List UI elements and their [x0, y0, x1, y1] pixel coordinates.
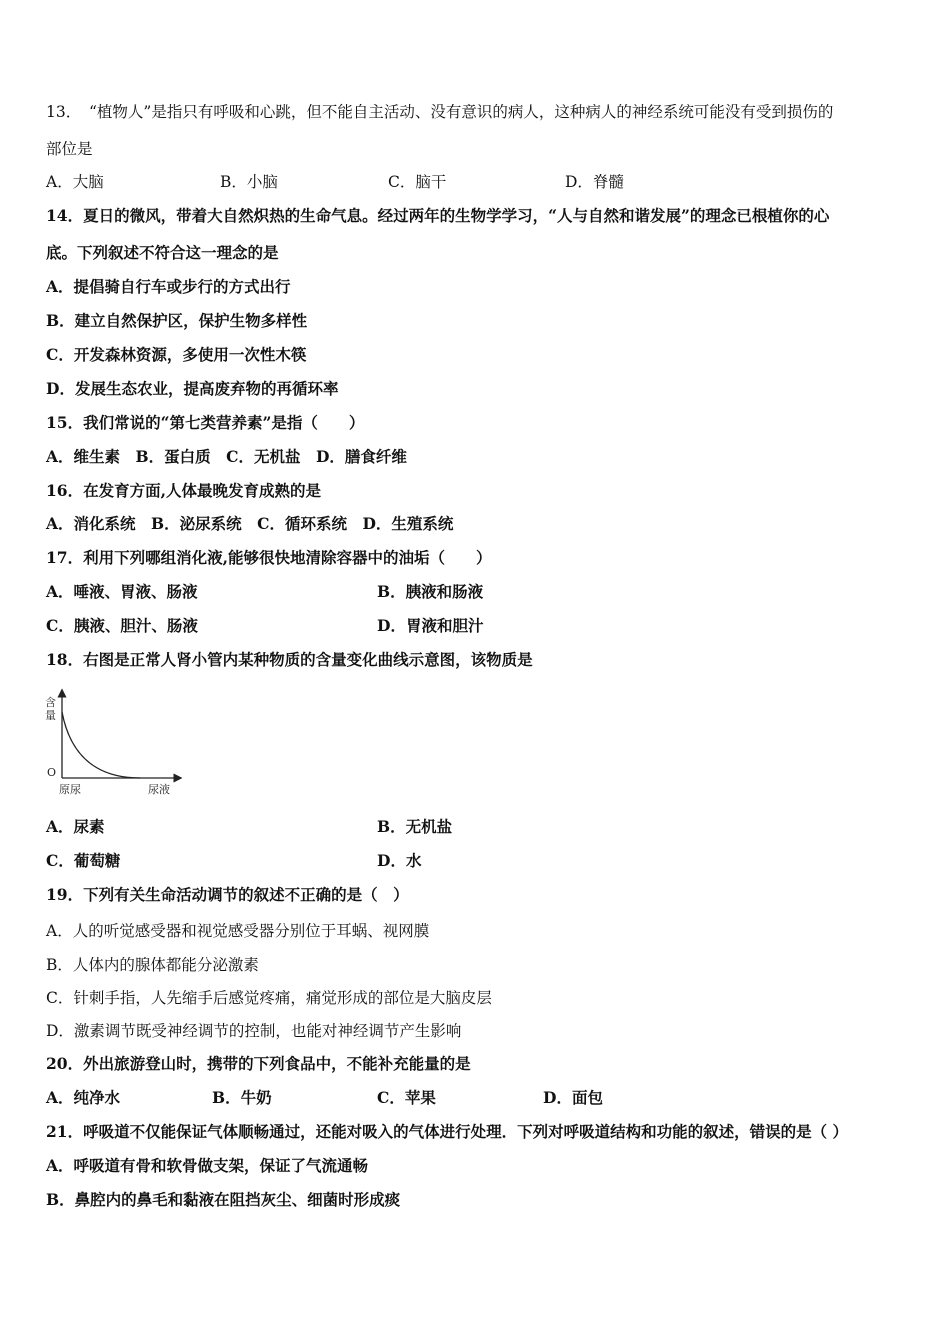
q14-option-a: A．提倡骑自行车或步行的方式出行 — [46, 277, 291, 296]
q18-option-d: D．水 — [377, 851, 422, 870]
y-label-1: 含 — [45, 696, 56, 709]
q16-options: A．消化系统 B．泌尿系统 C．循环系统 D．生殖系统 — [46, 514, 454, 533]
q14-stem-line2: 底。下列叙述不符合这一理念的是 — [46, 243, 279, 262]
x-end-label: 尿液 — [148, 783, 170, 796]
q13-stem-line2: 部位是 — [46, 140, 93, 158]
q13-option-a: A．大脑 — [46, 173, 104, 191]
q18-option-a: A．尿素 — [46, 817, 105, 836]
q18-option-b: B．无机盐 — [377, 817, 453, 836]
q13-option-b: B．小脑 — [220, 173, 278, 191]
q15-stem: 15．我们常说的“第七类营养素”是指（ ） — [46, 413, 365, 432]
q20-option-b: B．牛奶 — [212, 1088, 272, 1107]
q20-option-c: C．苹果 — [377, 1088, 436, 1107]
q19-stem: 19．下列有关生命活动调节的叙述不正确的是（ ） — [46, 885, 409, 904]
q17-option-b: B．胰液和肠液 — [377, 582, 484, 601]
x-start-label: 原尿 — [59, 783, 81, 796]
q21-stem: 21．呼吸道不仅能保证气体顺畅通过，还能对吸入的气体进行处理．下列对呼吸道结构和功能的叙述，错误的是（ ） — [46, 1122, 848, 1141]
q21-option-b: B．鼻腔内的鼻毛和黏液在阻挡灰尘、细菌时形成痰 — [46, 1190, 401, 1209]
q13-option-c: C．脑干 — [388, 173, 447, 191]
q13-option-d: D．脊髓 — [565, 173, 624, 191]
q20-option-d: D．面包 — [543, 1088, 603, 1107]
q14-option-b: B．建立自然保护区，保护生物多样性 — [46, 311, 308, 330]
y-label-2: 量 — [45, 709, 56, 722]
q17-option-d: D．胃液和胆汁 — [377, 616, 484, 635]
q18-option-c: C．葡萄糖 — [46, 851, 121, 870]
q13-stem-line1: 13． “植物人”是指只有呼吸和心跳，但不能自主活动、没有意识的病人，这种病人的神经系统可能没有受到损伤的 — [46, 103, 834, 121]
q19-option-b: B．人体内的腺体都能分泌激素 — [46, 956, 259, 974]
q18-content-curve-figure — [40, 686, 185, 804]
q18-stem: 18．右图是正常人肾小管内某种物质的含量变化曲线示意图，该物质是 — [46, 650, 533, 669]
q20-option-a: A．纯净水 — [46, 1088, 121, 1107]
q17-option-c: C．胰液、胆汁、肠液 — [46, 616, 198, 635]
q15-options: A．维生素 B．蛋白质 C．无机盐 D．膳食纤维 — [46, 447, 407, 466]
q14-option-d: D．发展生态农业，提高废弃物的再循环率 — [46, 379, 339, 398]
q17-option-a: A．唾液、胃液、肠液 — [46, 582, 198, 601]
q19-option-a: A．人的听觉感受器和视觉感受器分别位于耳蜗、视网膜 — [46, 922, 430, 940]
q16-stem: 16．在发育方面,人体最晚发育成熟的是 — [46, 481, 321, 500]
q21-option-a: A．呼吸道有骨和软骨做支架，保证了气流通畅 — [46, 1156, 369, 1175]
q20-stem: 20．外出旅游登山时，携带的下列食品中，不能补充能量的是 — [46, 1054, 471, 1073]
q14-option-c: C．开发森林资源，多使用一次性木筷 — [46, 345, 307, 364]
content-curve — [62, 712, 140, 778]
q19-option-d: D．激素调节既受神经调节的控制，也能对神经调节产生影响 — [46, 1022, 462, 1040]
q17-stem: 17．利用下列哪组消化液,能够很快地清除容器中的油垢（ ） — [46, 548, 492, 567]
q14-stem-line1: 14．夏日的微风，带着大自然炽热的生命气息。经过两年的生物学学习，“人与自然和谐发展”的理念已根植你的心 — [46, 206, 830, 225]
q19-option-c: C．针刺手指，人先缩手后感觉疼痛，痛觉形成的部位是大脑皮层 — [46, 989, 492, 1007]
origin-label: O — [47, 766, 57, 779]
